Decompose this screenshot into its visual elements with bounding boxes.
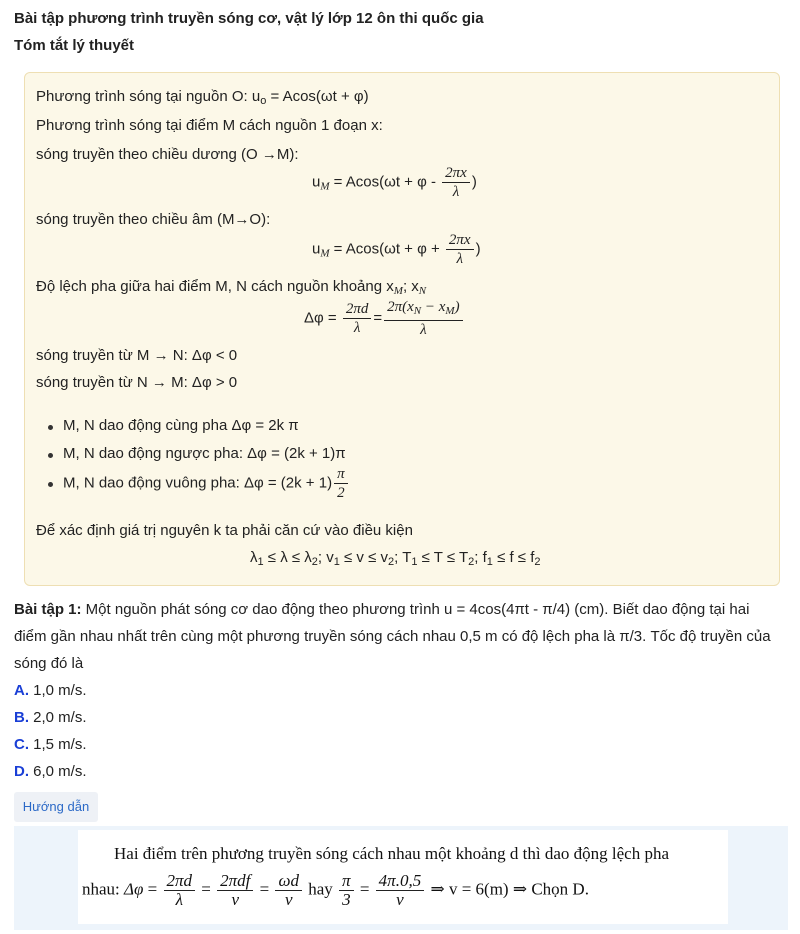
hint-button[interactable]: Hướng dẫn [14,792,98,822]
solution-image [78,830,728,924]
phase-difference-formula: Δφ = $\frac{2\pi d}{\lambda}$ = $\frac{2\pi(x_N - x_M)}{\lambda}$ [304,298,465,339]
anti-phase-item: M, N dao động ngược pha: Δφ = (2k + 1)π [63,445,346,462]
exercise-line-3: sóng đó là [14,655,84,672]
fraction: $\frac{2\pi x}{\lambda}$ [446,231,474,268]
source-equation: Phương trình sóng tại nguồn O: $u_o = Acos(\omega t + \varphi)$ [36,88,369,107]
option-d[interactable]: D. 6,0 m/s. [14,763,87,780]
fraction: $\frac{2\pi d}{\lambda}$ [164,872,196,909]
bullet-dot [48,425,53,430]
fraction: $\frac{2\pi(x_N - x_M)}{\lambda}$ [384,298,462,339]
page-title: Bài tập phương trình truyền sóng cơ, vật lý lớp 12 ôn thi quốc gia [14,10,484,27]
option-a[interactable]: A. 1,0 m/s. [14,682,87,699]
fraction: $\frac{4\pi.0,5}{v}$ [376,872,425,909]
exercise-label: Bài tập 1: [14,601,82,618]
solution-line-2: nhau: Δφ = $\frac{2\pi d}{\lambda}$ = $\frac{\text{2πdf}}{v}$ = $\frac{\omega d}{v}$ hay $\frac{\pi}{3}$ = $\frac{4\pi.0,5}{v}$ ⇒ v = 6(m) ⇒ Chọn D. [82,871,589,909]
in-phase-item: M, N dao động cùng pha Δφ = 2k π [63,417,299,434]
solution-panel [14,826,788,930]
negative-direction-label: sóng truyền theo chiều âm (M→O): [36,211,271,228]
exercise-line-1: Bài tập 1: Một nguồn phát sóng cơ dao động theo phương trình u = 4cos(4πt - π/4) (cm). Biết dao động tại hai [14,601,750,618]
exercise-line-2: điểm gần nhau nhất trên cùng một phương truyền sóng cách nhau 0,5 m có độ lệch pha là π/3. Tốc độ truyền của [14,628,771,645]
fraction: $\frac{\pi}{2}$ [334,465,348,502]
m-to-n-rule: sóng truyền từ M → N: Δφ < 0 [36,347,238,364]
n-to-m-rule: sóng truyền từ N → M: Δφ > 0 [36,374,238,391]
condition-intro: Để xác định giá trị nguyên k ta phải căn cứ vào điều kiện [36,522,413,539]
option-c[interactable]: C. 1,5 m/s. [14,736,87,753]
fraction: $\frac{\omega d}{v}$ [275,872,302,909]
solution-line-1: Hai điểm trên phương truyền sóng cách nhau một khoảng d thì dao động lệch pha [114,844,669,863]
point-m-equation-intro: Phương trình sóng tại điểm M cách nguồn 1 đoạn x: [36,117,383,134]
quadrature-item: M, N dao động vuông pha: Δφ = (2k + 1) $\frac{\pi}{2}$ [63,465,350,502]
fraction: $\frac{\pi}{3}$ [339,872,354,909]
fraction: $\frac{2\pi d}{\lambda}$ [343,300,372,337]
fraction: $\frac{\text{2πdf}}{v}$ [217,872,253,909]
positive-direction-label: sóng truyền theo chiều dương (O →M): [36,146,299,163]
phase-difference-label: Độ lệch pha giữa hai điểm M, N cách nguồn khoảng $x_M$; $x_N$ [36,278,427,297]
bullet-dot [48,453,53,458]
negative-wave-equation: $u_M = Acos(\omega t + \varphi$ + $\frac{2\pi x}{\lambda}$ ) [312,232,481,267]
option-b[interactable]: B. 2,0 m/s. [14,709,87,726]
fraction: $\frac{2\pi x}{\lambda}$ [442,164,470,201]
positive-wave-equation: $u_M = Acos(\omega t + \varphi$ - $\frac{2\pi x}{\lambda}$ ) [312,165,477,200]
section-title: Tóm tắt lý thuyết [14,37,135,54]
condition-formula: $\lambda_1 \le \lambda \le \lambda_2$; $v_1 \le v \le v_2$; $T_1 \le T \le T_2$; $f_1 \le f \le f_2$ [250,549,541,568]
bullet-dot [48,482,53,487]
